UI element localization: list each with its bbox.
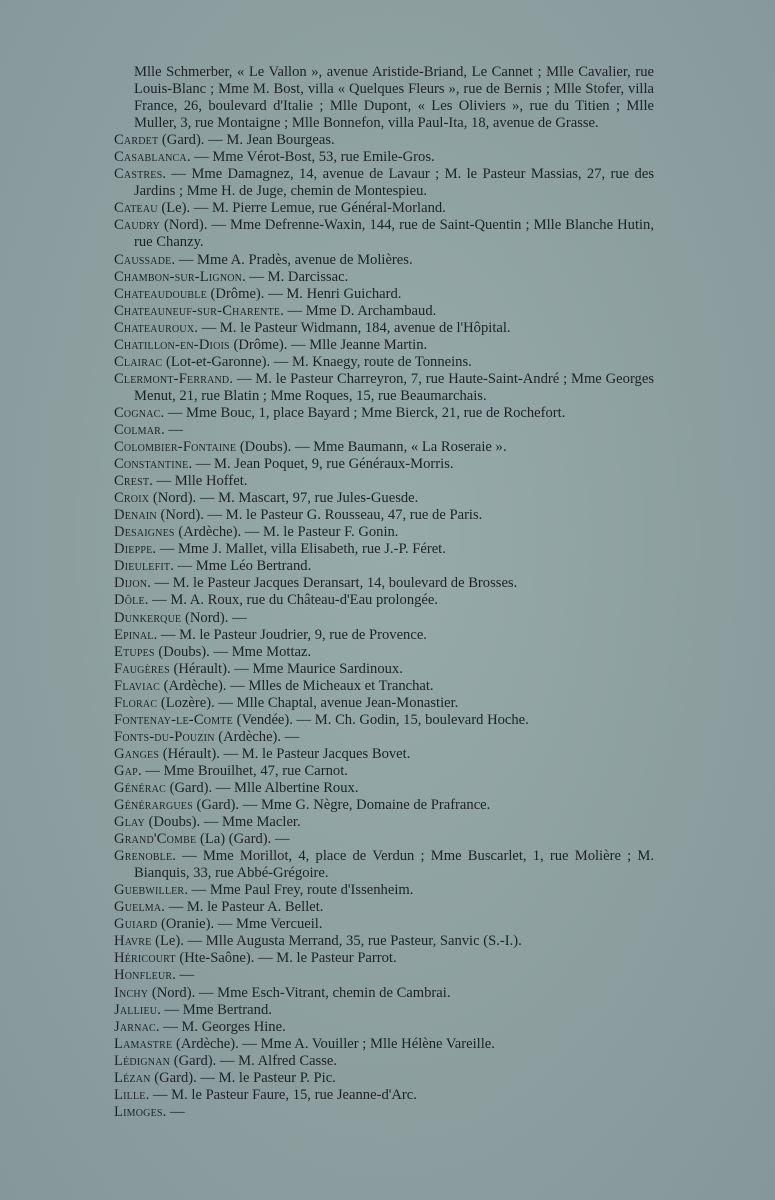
place-name: Colombier-Fontaine bbox=[114, 439, 237, 456]
place-name: Castres bbox=[114, 166, 163, 183]
list-item bbox=[114, 575, 654, 592]
list-item bbox=[114, 422, 654, 439]
entry-text: (Lot-et-Garonne). — M. Knaegy, route de Tonneins. bbox=[162, 353, 472, 370]
entry-text: (Doubs). — Mme Baumann, « La Roseraie ». bbox=[236, 439, 507, 456]
entry-text: (La) (Gard). — bbox=[196, 831, 290, 848]
entry-text: . — bbox=[172, 967, 195, 984]
place-name: Croix bbox=[114, 490, 150, 507]
entry-text: . — M. le Pasteur Widmann, 184, avenue de l'Hôpital. bbox=[194, 319, 511, 336]
list-item bbox=[114, 831, 654, 848]
list-item bbox=[114, 1087, 654, 1104]
place-name: Lamastre bbox=[114, 1035, 173, 1052]
list-item bbox=[114, 678, 654, 695]
list-item bbox=[114, 405, 654, 422]
entry-text: . — M. le Pasteur A. Bellet. bbox=[161, 899, 324, 916]
place-name: Caussade bbox=[114, 251, 172, 268]
place-name: Grenoble bbox=[114, 848, 173, 865]
entry-text: (Drôme). — Mlle Jeanne Martin. bbox=[229, 336, 428, 353]
address-list bbox=[114, 64, 654, 1121]
list-item bbox=[114, 439, 654, 456]
place-name: Lédignan bbox=[114, 1052, 171, 1069]
list-item bbox=[114, 967, 654, 984]
entry-text: (Hte-Saône). — M. le Pasteur Parrot. bbox=[175, 950, 397, 967]
place-name: Guiard bbox=[114, 916, 158, 933]
place-name: Dieppe bbox=[114, 541, 153, 558]
place-name: Cateau bbox=[114, 200, 158, 217]
list-item bbox=[114, 1019, 654, 1036]
entry-text: (Lozère). — Mlle Chaptal, avenue Jean-Monastier. bbox=[157, 694, 459, 711]
entry-text: . — Mme Vérot-Bost, 53, rue Emile-Gros. bbox=[186, 149, 435, 166]
list-item bbox=[114, 473, 654, 490]
place-name: Chateauroux bbox=[114, 319, 195, 336]
entry-text: (Gard). — Mme G. Nègre, Domaine de Prafrance. bbox=[192, 797, 491, 814]
list-item bbox=[114, 814, 654, 831]
entry-text: (Nord). — M. Mascart, 97, rue Jules-Guesde. bbox=[149, 490, 419, 507]
entry-text: . — Mme D. Archambaud. bbox=[280, 302, 437, 319]
list-item bbox=[114, 1053, 654, 1070]
entry-text: . — Mme Léo Bertrand. bbox=[170, 558, 312, 575]
list-item bbox=[114, 950, 654, 967]
place-name: Chateaudouble bbox=[114, 285, 207, 302]
place-name: Héricourt bbox=[114, 950, 176, 967]
list-item bbox=[114, 371, 654, 405]
place-name: Cardet bbox=[114, 132, 159, 149]
place-name: Colmar bbox=[114, 421, 162, 438]
list-item bbox=[114, 916, 654, 933]
entry-text: . — bbox=[162, 1103, 185, 1120]
place-name: Desaignes bbox=[114, 524, 175, 541]
entry-text: (Ardèche). — M. le Pasteur F. Gonin. bbox=[174, 524, 399, 541]
list-item bbox=[114, 1036, 654, 1053]
entry-text: (Oranie). — Mme Vercueil. bbox=[157, 916, 323, 933]
list-item bbox=[114, 166, 654, 200]
entry-text: (Gard). — M. le Pasteur P. Pic. bbox=[150, 1069, 336, 1086]
place-name: Flaviac bbox=[114, 677, 161, 694]
place-name: Lille bbox=[114, 1086, 146, 1103]
list-item bbox=[114, 541, 654, 558]
list-item bbox=[114, 746, 654, 763]
place-name: Ganges bbox=[114, 745, 160, 762]
list-item bbox=[114, 899, 654, 916]
entry-text: . — Mme A. Pradès, avenue de Molières. bbox=[171, 251, 413, 268]
list-item bbox=[114, 490, 654, 507]
entry-text: . — M. le Pasteur Faure, 15, rue Jeanne-d'Arc. bbox=[145, 1086, 417, 1103]
entry-text: Mlle Schmerber, « Le Vallon », avenue Aristide-Briand, Le Cannet ; Mlle Cavalier, rue Louis-Blanc ; Mme M. Bost, villa « Quelques Fleurs », rue de Bernis ; Mlle Stofer, villa France, 26, boulevard d'Italie ; Mlle Dupont, « Les Oliviers », rue du Titien ; Mlle Muller, 3, rue Montaigne ; Mlle Bonnefon, villa Paul-Ita, 18, avenue de Grasse. bbox=[134, 64, 654, 132]
list-item bbox=[114, 712, 654, 729]
place-name: Dijon bbox=[114, 575, 148, 592]
entry-text: . — Mme Bertrand. bbox=[157, 1001, 272, 1018]
entry-text: . — M. Georges Hine. bbox=[155, 1018, 286, 1035]
entry-text: (Nord). — Mme Defrenne-Waxin, 144, rue de Saint-Quentin ; Mlle Blanche Hutin, rue Chanzy. bbox=[134, 217, 654, 251]
place-name: Grand'Combe bbox=[114, 831, 197, 848]
list-item bbox=[114, 627, 654, 644]
list-item bbox=[114, 933, 654, 950]
list-item bbox=[114, 780, 654, 797]
list-item bbox=[114, 1104, 654, 1121]
list-item bbox=[114, 558, 654, 575]
entry-text: (Le). — M. Pierre Lemue, rue Général-Morland. bbox=[157, 200, 446, 217]
entry-text: . — Mme Damagnez, 14, avenue de Lavaur ; M. le Pasteur Massias, 27, rue des Jardins ; Mme H. de Juge, chemin de Montespieu. bbox=[134, 166, 654, 200]
list-item bbox=[114, 661, 654, 678]
place-name: Cognac bbox=[114, 404, 161, 421]
place-name: Générargues bbox=[114, 797, 193, 814]
place-name: Epinal bbox=[114, 626, 154, 643]
place-name: Faugères bbox=[114, 660, 170, 677]
entry-text: (Nord). — bbox=[181, 609, 247, 626]
list-item bbox=[114, 797, 654, 814]
entry-text: (Le). — Mlle Augusta Merrand, 35, rue Pasteur, Sanvic (S.-I.). bbox=[151, 933, 522, 950]
list-item bbox=[114, 286, 654, 303]
place-name: Dôle bbox=[114, 592, 145, 609]
entry-text: (Gard). — Mlle Albertine Roux. bbox=[165, 779, 359, 796]
entry-text: (Vendée). — M. Ch. Godin, 15, boulevard Hoche. bbox=[232, 711, 529, 728]
list-item bbox=[114, 320, 654, 337]
place-name: Dieulefit bbox=[114, 558, 171, 575]
place-name: Chambon-sur-Lignon bbox=[114, 268, 243, 285]
place-name: Lézan bbox=[114, 1069, 151, 1086]
entry-text: . — M. Darcissac. bbox=[242, 268, 349, 285]
place-name: Clermont-Ferrand bbox=[114, 370, 230, 387]
place-name: Honfleur bbox=[114, 967, 173, 984]
entry-text: (Hérault). — Mme Maurice Sardinoux. bbox=[169, 660, 403, 677]
list-item bbox=[114, 644, 654, 661]
entry-text: . — bbox=[161, 421, 183, 438]
place-name: Constantine bbox=[114, 456, 189, 473]
entry-text: . — Mme Bouc, 1, place Bayard ; Mme Bierck, 21, rue de Rochefort. bbox=[160, 404, 566, 421]
place-name: Générac bbox=[114, 779, 166, 796]
entry-text: . — M. le Pasteur Charreyron, 7, rue Haute-Saint-André ; Mme Georges Menut, 21, rue Blatin ; Mme Roques, 15, rue Beaumarchais. bbox=[134, 370, 654, 404]
place-name: Caudry bbox=[114, 217, 160, 234]
entry-text: (Ardèche). — bbox=[214, 728, 300, 745]
entry-text: . — Mlle Hoffet. bbox=[149, 473, 248, 490]
entry-text: . — M. Jean Poquet, 9, rue Généraux-Morris. bbox=[188, 456, 454, 473]
entry-text: (Doubs). — Mme Mottaz. bbox=[154, 643, 312, 660]
list-item bbox=[114, 524, 654, 541]
list-item bbox=[114, 695, 654, 712]
place-name: Fontenay-le-Comte bbox=[114, 711, 233, 728]
entry-text: (Nord). — M. le Pasteur G. Rousseau, 47, rue de Paris. bbox=[156, 507, 483, 524]
entry-text: . — M. le Pasteur Joudrier, 9, rue de Provence. bbox=[153, 626, 427, 643]
place-name: Florac bbox=[114, 694, 158, 711]
place-name: Clairac bbox=[114, 353, 163, 370]
entry-text: (Ardèche). — Mme A. Vouiller ; Mlle Hélène Vareille. bbox=[172, 1035, 495, 1052]
entry-text: . — Mme Paul Frey, route d'Issenheim. bbox=[184, 882, 414, 899]
list-item bbox=[114, 149, 654, 166]
list-item bbox=[114, 763, 654, 780]
list-item bbox=[114, 132, 654, 149]
place-name: Chateauneuf-sur-Charente bbox=[114, 302, 281, 319]
list-item bbox=[114, 1070, 654, 1087]
place-name: Havre bbox=[114, 933, 152, 950]
place-name: Jallieu bbox=[114, 1001, 158, 1018]
list-item bbox=[114, 1002, 654, 1019]
list-item bbox=[114, 882, 654, 899]
list-item bbox=[114, 729, 654, 746]
list-item bbox=[114, 252, 654, 269]
place-name: Fonts-du-Pouzin bbox=[114, 728, 215, 745]
list-item bbox=[114, 985, 654, 1002]
place-name: Dunkerque bbox=[114, 609, 182, 626]
entry-text: . — Mme Morillot, 4, place de Verdun ; Mme Buscarlet, 1, rue Molière ; M. Bianquis, 33, rue Abbé-Grégoire. bbox=[134, 848, 654, 882]
place-name: Glay bbox=[114, 814, 145, 831]
place-name: Inchy bbox=[114, 984, 149, 1001]
place-name: Gap bbox=[114, 762, 138, 779]
list-item bbox=[114, 200, 654, 217]
place-name: Chatillon-en-Diois bbox=[114, 336, 230, 353]
entry-text: . — M. A. Roux, rue du Château-d'Eau prolongée. bbox=[144, 592, 439, 609]
list-item bbox=[114, 269, 654, 286]
entry-text: (Drôme). — M. Henri Guichard. bbox=[206, 285, 402, 302]
place-name: Limoges bbox=[114, 1103, 163, 1120]
entry-text: (Doubs). — Mme Macler. bbox=[144, 814, 301, 831]
list-item bbox=[114, 610, 654, 627]
place-name: Crest bbox=[114, 473, 150, 490]
entry-text: (Gard). — M. Alfred Casse. bbox=[170, 1052, 338, 1069]
entry-text: (Gard). — M. Jean Bourgeas. bbox=[158, 132, 335, 149]
entry-text: (Ardèche). — Mlles de Micheaux et Tranchat. bbox=[160, 677, 434, 694]
list-item bbox=[114, 217, 654, 251]
list-item bbox=[114, 354, 654, 371]
place-name: Etupes bbox=[114, 643, 155, 660]
entry-text: . — Mme Brouilhet, 47, rue Carnot. bbox=[137, 762, 348, 779]
entry-text: . — Mme J. Mallet, villa Elisabeth, rue J.-P. Féret. bbox=[152, 541, 446, 558]
list-item bbox=[114, 64, 654, 132]
entry-text: (Hérault). — M. le Pasteur Jacques Bovet. bbox=[159, 745, 411, 762]
list-item bbox=[114, 507, 654, 524]
place-name: Guebwiller bbox=[114, 882, 185, 899]
list-item bbox=[114, 303, 654, 320]
place-name: Jarnac bbox=[114, 1018, 156, 1035]
entry-text: (Nord). — Mme Esch-Vitrant, chemin de Cambrai. bbox=[148, 984, 451, 1001]
place-name: Denain bbox=[114, 507, 157, 524]
list-item bbox=[114, 848, 654, 882]
list-item bbox=[114, 592, 654, 609]
entry-text: . — M. le Pasteur Jacques Deransart, 14, boulevard de Brosses. bbox=[147, 575, 518, 592]
place-name: Casablanca bbox=[114, 149, 187, 166]
list-item bbox=[114, 337, 654, 354]
list-item bbox=[114, 456, 654, 473]
place-name: Guelma bbox=[114, 899, 162, 916]
